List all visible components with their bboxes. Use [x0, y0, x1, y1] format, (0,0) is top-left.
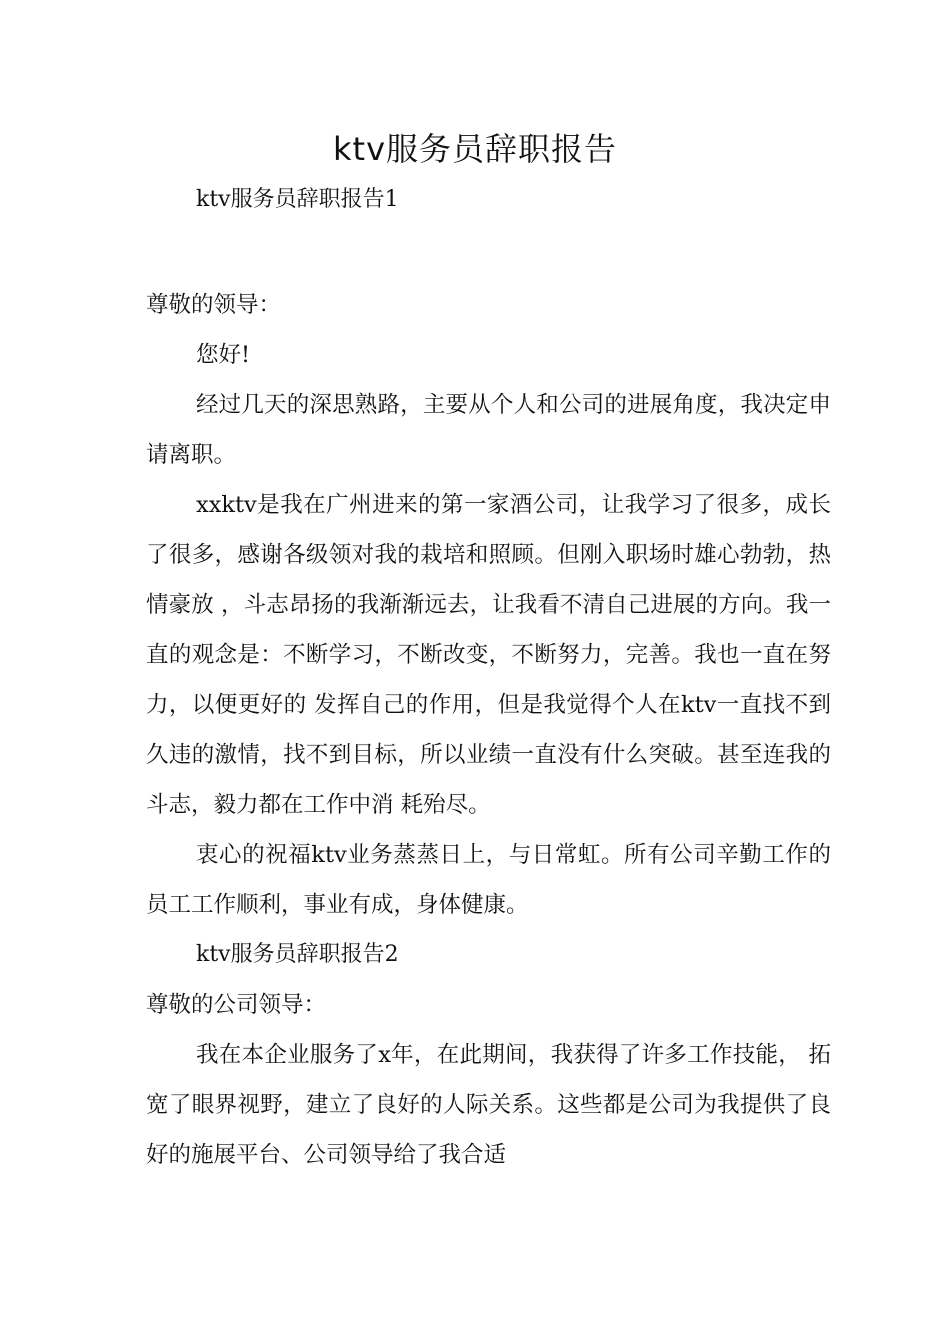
- section-heading-1: ktv服务员辞职报告1: [196, 187, 399, 212]
- paragraph-3: 衷心的祝福ktv业务蒸蒸日上，与日常虹。所有公司辛勤工作的员工工作顺利，事业有成，身体健康。: [146, 842, 831, 918]
- paragraph-2: xxktv是我在广州进来的第一家酒公司，让我学习了很多，成长了很多，感谢各级领对我的栽培和照顾。但刚入职场时雄心勃勃，热情豪放 ，斗志昂扬的我渐渐远去，让我看不清自己进展的方向。我一直的观念是：不断学习，不断改变，不断努力，完善。我也一直在努力，以便更好的 发挥自己的作用，但是我觉得个人在ktv一直找不到久违的激情，找不到目标，所以业绩一直没有什么突破。甚至连我的斗志，毅力都在工作中消 耗殆尽。: [146, 492, 831, 818]
- salutation-2: 尊敬的公司领导：: [146, 992, 327, 1018]
- greeting: 您好!: [196, 342, 251, 368]
- document-title: ktv服务员辞职报告: [332, 130, 618, 168]
- document-body: [146, 280, 831, 1180]
- paragraph-1: 经过几天的深思熟路，主要从个人和公司的进展角度，我决定申请离职。: [146, 392, 831, 468]
- section-heading-2: ktv服务员辞职报告2: [196, 942, 399, 967]
- paragraph-4: 我在本企业服务了x年，在此期间，我获得了许多工作技能， 拓宽了眼界视野，建立了良好的人际关系。这些都是公司为我提供了良好的施展平台、公司领导给了我合适: [146, 1042, 831, 1168]
- salutation-1: 尊敬的领导：: [146, 292, 282, 318]
